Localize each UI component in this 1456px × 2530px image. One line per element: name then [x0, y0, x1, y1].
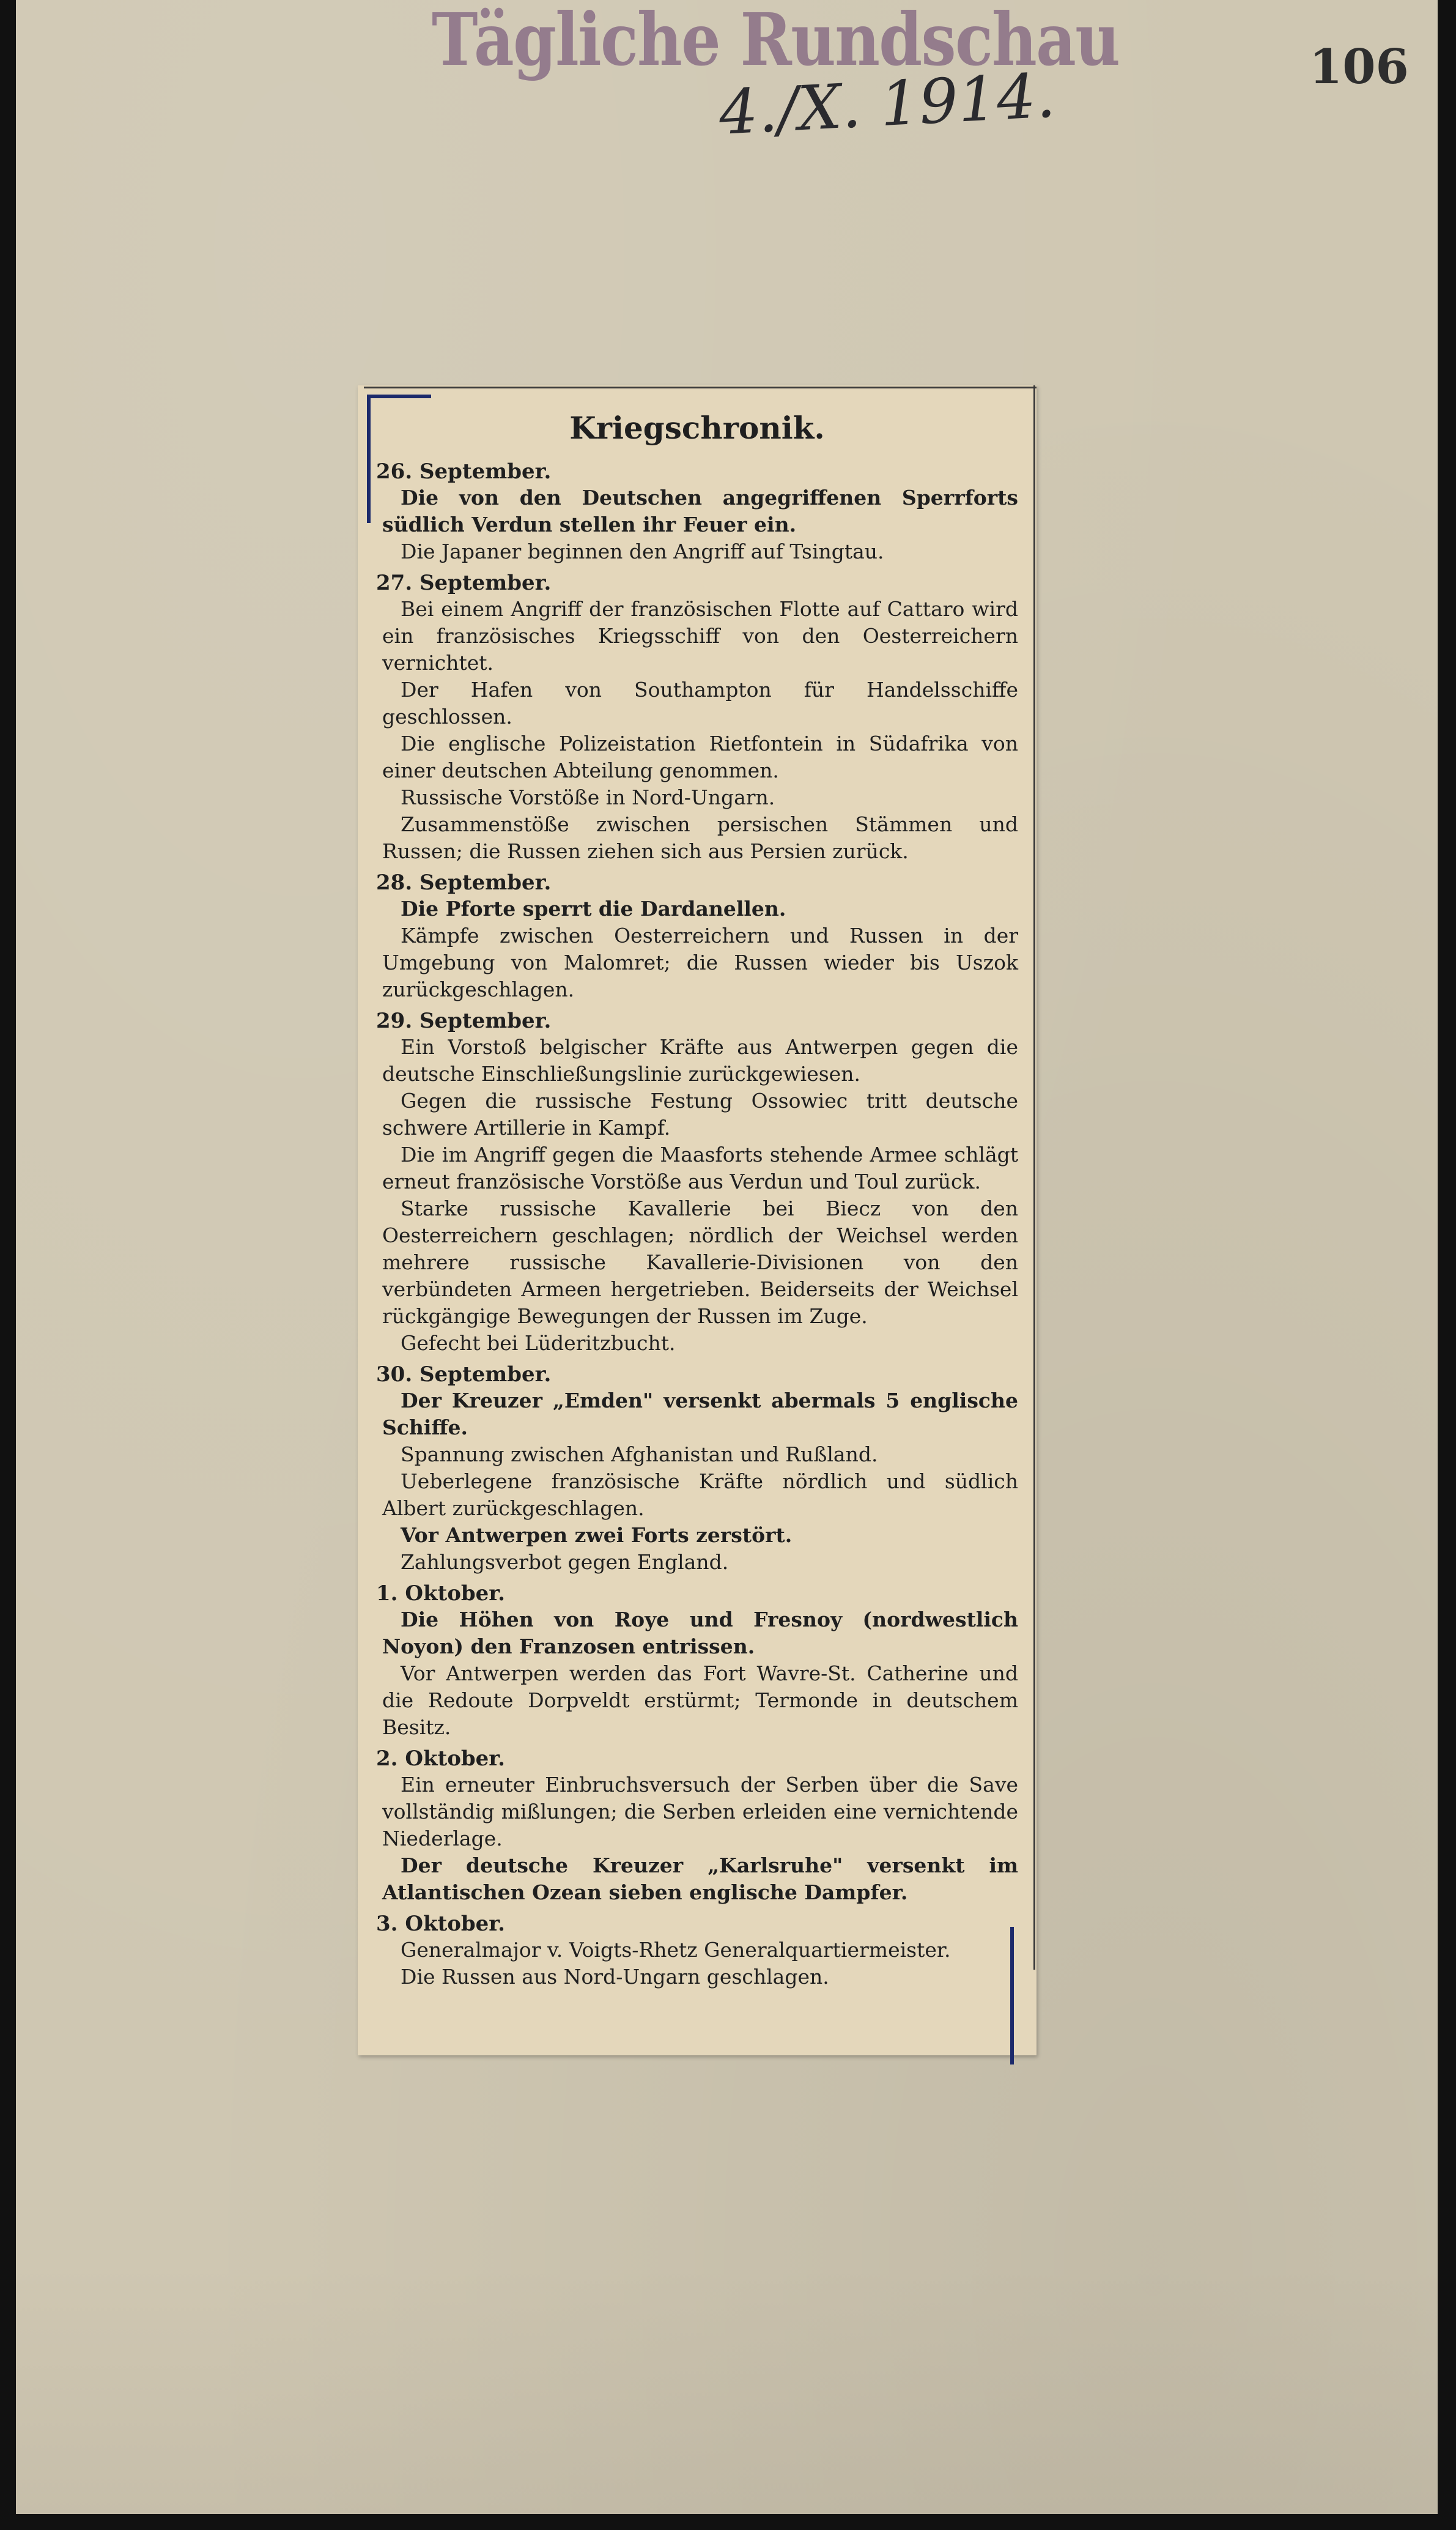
section-date: 1. Oktober.	[376, 1581, 505, 1606]
news-item: Zusammenstöße zwischen persischen Stämmen und Russen; die Russen ziehen sich aus Persien zurück.	[382, 812, 1018, 863]
news-item: Ein erneuter Einbruchsversuch der Serben über die Save vollständig mißlungen; die Serben erleiden eine vernichtende Niederlage.	[382, 1773, 1018, 1850]
news-item: Gegen die russische Festung Ossowiec tritt deutsche schwere Artillerie in Kampf.	[382, 1089, 1018, 1140]
news-item: Generalmajor v. Voigts-Rhetz Generalquartiermeister.	[401, 1938, 951, 1962]
article-title: Kriegschronik.	[569, 410, 825, 446]
section-sep-28	[376, 870, 1018, 1003]
news-item: Der Hafen von Southampton für Handelsschiffe geschlossen.	[382, 678, 1018, 729]
news-item: Gefecht bei Lüderitzbucht.	[401, 1331, 676, 1355]
news-item: Russische Vorstöße in Nord-Ungarn.	[401, 785, 775, 809]
section-sep-26	[376, 459, 1018, 565]
section-oct-3	[376, 1911, 1018, 1990]
section-oct-2	[376, 1746, 1018, 1906]
news-item: Die Höhen von Roye und Fresnoy (nordwestlich Noyon) den Franzosen entrissen.	[382, 1608, 1018, 1658]
article-body	[376, 404, 1018, 2055]
section-oct-1	[376, 1581, 1018, 1741]
section-date: 2. Oktober.	[376, 1746, 505, 1771]
news-item: Die Russen aus Nord-Ungarn geschlagen.	[401, 1965, 829, 1989]
news-item: Bei einem Angriff der französischen Flotte auf Cattaro wird ein französisches Kriegsschiff von den Oesterreichern vernichtet.	[382, 597, 1018, 675]
section-date: 27. September.	[376, 571, 552, 595]
blue-pencil-mark-left	[367, 395, 371, 523]
news-item: Vor Antwerpen werden das Fort Wavre-St. Catherine und die Redoute Dorpveldt erstürmt; Termonde in deutschem Besitz.	[382, 1661, 1018, 1739]
section-date: 29. September.	[376, 1009, 552, 1033]
news-item: Spannung zwischen Afghanistan und Rußland.	[401, 1442, 878, 1466]
newspaper-masthead: Tägliche Rundschau	[432, 0, 1120, 82]
news-item: Die von den Deutschen angegriffenen Sperrforts südlich Verdun stellen ihr Feuer ein.	[382, 486, 1018, 536]
news-item: Der deutsche Kreuzer „Karlsruhe" versenkt im Atlantischen Ozean sieben englische Dampfer.	[382, 1853, 1018, 1904]
news-item: Vor Antwerpen zwei Forts zerstört.	[401, 1523, 793, 1547]
section-sep-29	[376, 1008, 1018, 1357]
clipping-top-rule	[364, 387, 1037, 388]
section-date: 26. September.	[376, 459, 552, 484]
news-item: Die englische Polizeistation Rietfontein in Südafrika von einer deutschen Abteilung genommen.	[382, 732, 1018, 782]
paper-stain	[16, 2263, 1438, 2514]
section-date: 30. September.	[376, 1362, 552, 1387]
news-item: Ueberlegene französische Kräfte nördlich und südlich Albert zurückgeschlagen.	[382, 1469, 1018, 1520]
news-item: Starke russische Kavallerie bei Biecz von den Oesterreichern geschlagen; nördlich der Weichsel werden mehrere russische Kavallerie-Divisionen von den verbündeten Armeen hergetrieben. Beiderseits der Weichsel rückgängige Bewegungen der Russen im Zuge.	[382, 1196, 1018, 1328]
news-item: Die Pforte sperrt die Dardanellen.	[401, 897, 786, 921]
section-date: 3. Oktober.	[376, 1912, 505, 1936]
section-sep-27	[376, 570, 1018, 865]
page-number: 106	[1309, 39, 1409, 95]
news-item: Die im Angriff gegen die Maasforts stehende Armee schlägt erneut französische Vorstöße aus Verdun und Toul zurück.	[382, 1143, 1018, 1193]
blue-pencil-mark-top	[367, 395, 431, 398]
clipping-right-rule	[1033, 385, 1035, 1970]
news-item: Der Kreuzer „Emden" versenkt abermals 5 englische Schiffe.	[382, 1389, 1018, 1439]
news-item: Die Japaner beginnen den Angriff auf Tsingtau.	[401, 540, 884, 563]
news-item: Zahlungsverbot gegen England.	[401, 1550, 729, 1574]
section-sep-30	[376, 1362, 1018, 1576]
section-date: 28. September.	[376, 870, 552, 895]
handwritten-date: 4./X. 1914.	[717, 59, 1057, 149]
news-item: Ein Vorstoß belgischer Kräfte aus Antwerpen gegen die deutsche Einschließungslinie zurückgewiesen.	[382, 1035, 1018, 1086]
news-item: Kämpfe zwischen Oesterreichern und Russen in der Umgebung von Malomret; die Russen wieder bis Uszok zurückgeschlagen.	[382, 924, 1018, 1001]
